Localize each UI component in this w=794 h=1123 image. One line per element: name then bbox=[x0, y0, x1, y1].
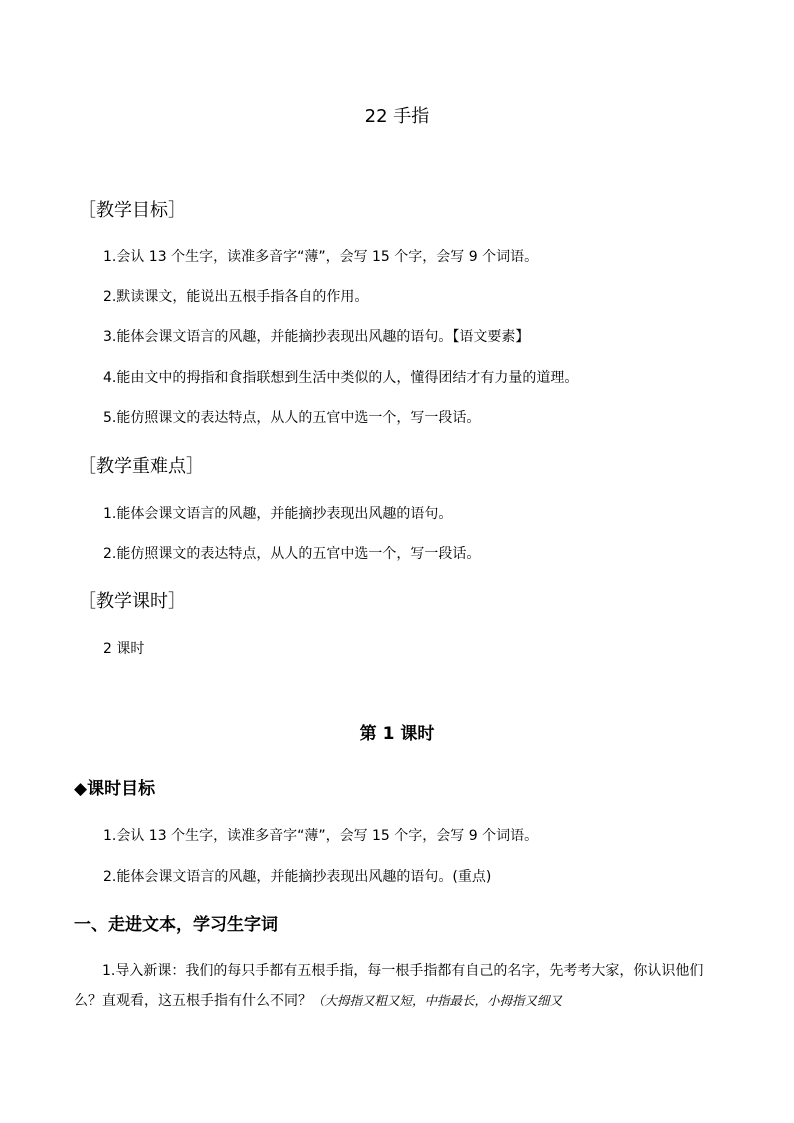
part1-paragraph-note: （大拇指又粗又短，中指最长，小拇指又细又 bbox=[312, 993, 563, 1008]
part1-heading: 一、走进文本，学习生字词 bbox=[74, 915, 278, 935]
key-point-item: 1.能体会课文语言的风趣，并能摘抄表现出风趣的语句。 bbox=[103, 506, 453, 522]
goal-item: 1.会认 13 个生字，读准多音字“薄”，会写 15 个字，会写 9 个词语。 bbox=[103, 249, 539, 265]
goal-item: 4.能由文中的拇指和食指联想到生活中类似的人，懂得团结才有力量的道理。 bbox=[103, 370, 579, 386]
key-point-item: 2.能仿照课文的表达特点，从人的五官中选一个，写一段话。 bbox=[103, 546, 481, 562]
section-heading-hours: ［教学课时］ bbox=[78, 591, 186, 612]
lesson-title: 第 1 课时 bbox=[359, 724, 435, 744]
part1-paragraph-text: 1.导入新课：我们的每只手都有五根手指，每一根手指都有自己的名字，先考考大家，你认识他们么？直观看，这五根手指有什么不同？ bbox=[74, 963, 704, 1009]
lesson-objectives-heading: ◆课时目标 bbox=[74, 779, 156, 799]
part1-paragraph bbox=[74, 957, 724, 1016]
document-title: 22 手指 bbox=[364, 106, 430, 127]
section-heading-goals: ［教学目标］ bbox=[78, 200, 186, 221]
goal-item: 5.能仿照课文的表达特点，从人的五官中选一个，写一段话。 bbox=[103, 410, 481, 426]
section-heading-key-points: ［教学重难点］ bbox=[78, 456, 204, 477]
hours-item: 2 课时 bbox=[103, 641, 145, 657]
lesson-objective-item: 1.会认 13 个生字，读准多音字“薄”，会写 15 个字，会写 9 个词语。 bbox=[103, 828, 539, 844]
goal-item: 2.默读课文，能说出五根手指各自的作用。 bbox=[103, 289, 369, 305]
lesson-objective-item: 2.能体会课文语言的风趣，并能摘抄表现出风趣的语句。(重点) bbox=[103, 869, 492, 885]
goal-item: 3.能体会课文语言的风趣，并能摘抄表现出风趣的语句。【语文要素】 bbox=[103, 329, 530, 345]
